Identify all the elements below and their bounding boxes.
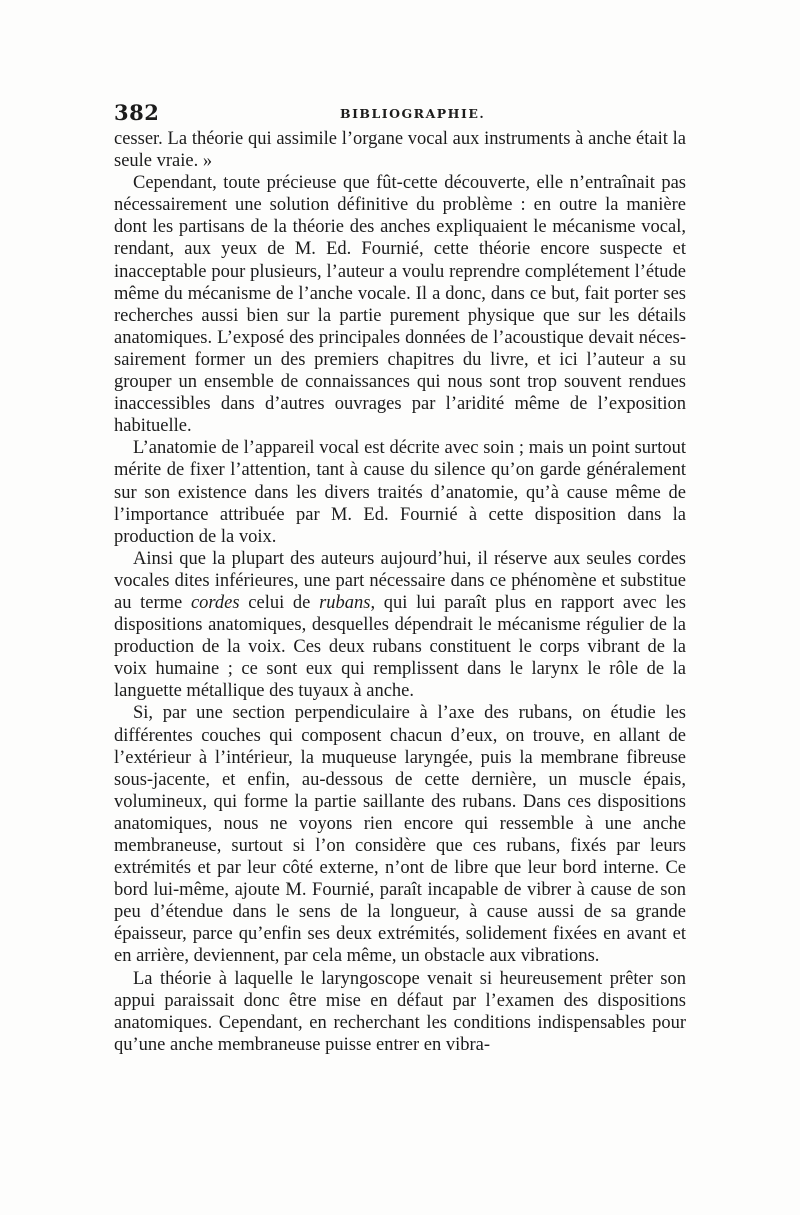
paragraph-vocal-cords-text-after: , qui lui paraît plus en rapport avec les dispositions anatomiques, desquelles dépendrait le mécanisme régulier de la production de la voix. Ces deux rubans constituent le corps vibrant de la voix humaine ; ce sont eux qui remplissent dans le larynx le rôle de la languette métallique des tuyaux à anche. <box>114 592 686 702</box>
paragraph-discovery: Cependant, toute précieuse que fût-cette découverte, elle n’entraînait pas nécessairement une solution définitive du problème : en outre la manière dont les partisans de la théorie des anches expliquaient le mécanisme vocal, rendant, aux yeux de M. Ed. Fournié, cette théorie encore suspecte et inacceptable pour plusieurs, l’auteur a voulu reprendre complétement l’étude même du mécanisme de l’anche vocale. Il a donc, dans ce but, fait porter ses recherches aussi bien sur la partie purement physique que sur les détails anatomiques. L’exposé des principales données de l’acoustique devait nécessairement former un des premiers chapitres du livre, et ici l’auteur a su grouper un ensemble de connaissances qui nous sont trop souvent rendues inaccessibles dans d’autres ouvrages par l’aridité même de l’exposition habituelle. <box>114 173 686 437</box>
paragraph-laryngoscope: La théorie à laquelle le laryngoscope venait si heureusement prêter son appui paraissait donc être mise en défaut par l’examen des dispositions anatomiques. Cependant, en recherchant les conditions indispensables pour qu’une anche membraneuse puisse entrer en vibra- <box>114 968 686 1055</box>
paragraph-vocal-cords <box>114 548 686 703</box>
body-text <box>114 128 686 1056</box>
running-head: BIBLIOGRAPHIE. <box>340 106 486 121</box>
page-header <box>114 100 686 126</box>
paragraph-vocal-cords-text-middle: celui de <box>239 592 320 613</box>
term-cordes: cordes <box>190 592 240 613</box>
paragraph-anatomy: L’anatomie de l’appareil vocal est décrite avec soin ; mais un point surtout mérite de fixer l’attention, tant à cause du silence qu’on garde généralement sur son existence dans les divers traités d’anatomie, qu’à cause même de l’importance attribuée par M. Ed. Fournié à cette disposition dans la production de la voix. <box>114 438 686 547</box>
paragraph-section: Si, par une section perpendiculaire à l’axe des rubans, on étudie les différentes couches qui composent chacun d’eux, on trouve, en allant de l’extérieur à l’intérieur, la muqueuse laryngée, puis la membrane fibreuse sous-jacente, et enfin, au-dessous de cette dernière, un muscle épais, volumineux, qui forme la partie saillante des rubans. Dans ces dispositions anatomiques, nous ne voyons rien encore qui ressemble à une anche membraneuse, surtout si l’on considère que ces rubans, fixés par leurs extrémités et par leur côté externe, n’ont de libre que leur bord interne. Ce bord lui-même, ajoute M. Fournié, paraît incapable de vibrer à cause de son peu d’étendue dans le sens de la longueur, à cause aussi de sa grande épaisseur, parce qu’enfin ses deux extrémités, solidement fixées en avant et en arrière, deviennent, par cela même, un obstacle aux vibrations. <box>114 703 686 967</box>
paragraph-continuation: cesser. La théorie qui assimile l’organe vocal aux instruments à anche était la seule vraie. » <box>114 129 686 172</box>
term-rubans: rubans <box>319 592 371 613</box>
page-number: 382 <box>114 100 160 125</box>
paragraph-vocal-cords-text-before: Ainsi que la plupart des auteurs aujourd’hui, il réserve aux seules cordes vocales dites inférieures, une part nécessaire dans ce phénomène et substitue au terme <box>114 548 686 613</box>
